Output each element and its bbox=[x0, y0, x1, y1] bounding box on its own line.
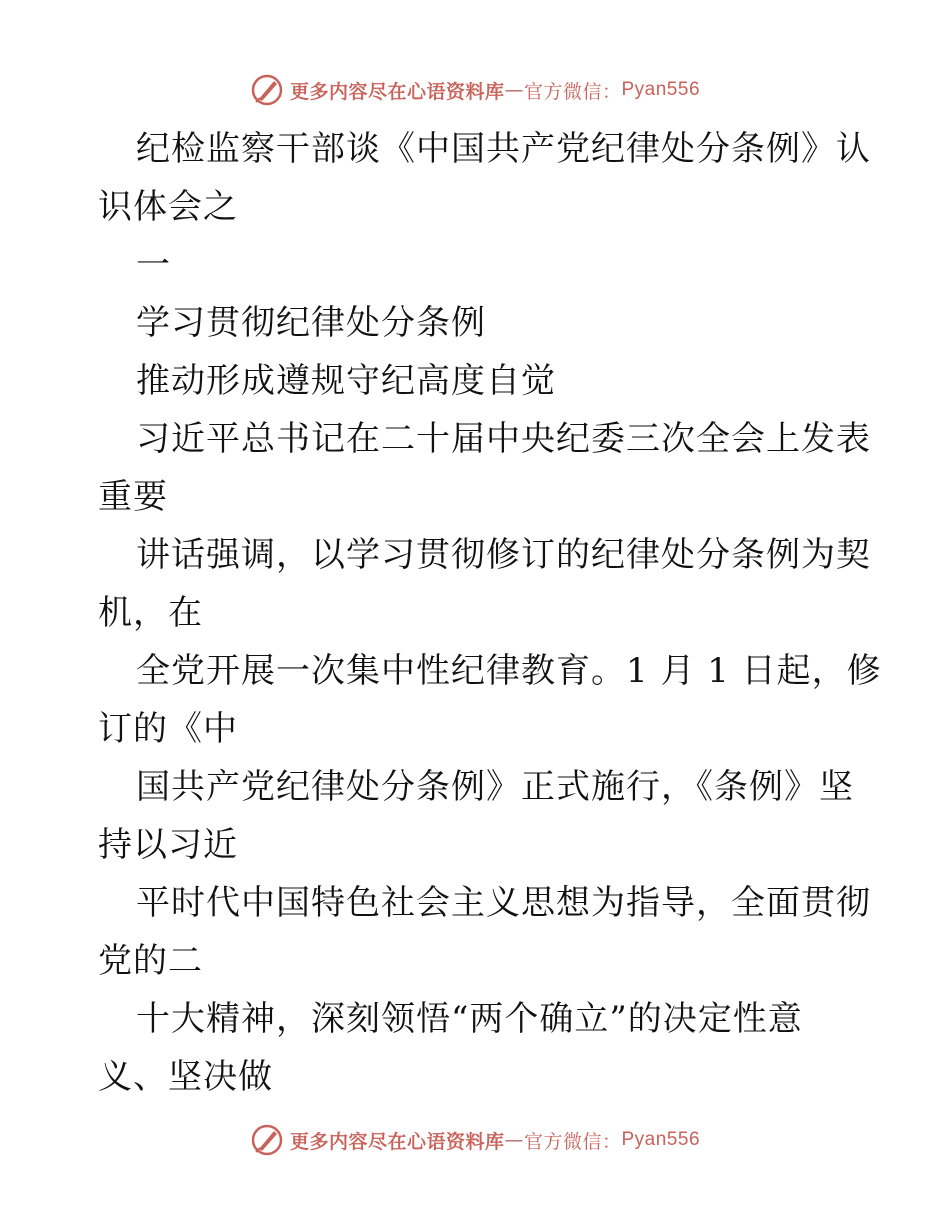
watermark-contact-label: 官方微信： bbox=[523, 80, 622, 103]
text-line: 学习贯彻纪律处分条例 bbox=[136, 303, 486, 343]
watermark-contact-label: 官方微信： bbox=[523, 1130, 622, 1153]
text-line: 机，在 bbox=[98, 593, 203, 633]
watermark-wechat-id: Pyan556 bbox=[621, 1129, 701, 1150]
header-watermark bbox=[0, 70, 950, 110]
watermark-title: 更多内容尽在心语资料库 bbox=[289, 1130, 505, 1153]
text-line: 国共产党纪律处分条例》正式施行，《条例》坚 bbox=[136, 767, 854, 807]
text-line: 义、坚决做 bbox=[98, 1057, 273, 1097]
text-line: 平时代中国特色社会主义思想为指导，全面贯彻 bbox=[136, 883, 871, 923]
quill-pen-logo-icon bbox=[250, 1123, 284, 1157]
text-line: 重要 bbox=[98, 477, 168, 517]
text-line: 党的二 bbox=[98, 941, 203, 981]
text-line: 推动形成遵规守纪高度自觉 bbox=[136, 361, 556, 401]
text-line: 十大精神，深刻领悟“两个确立”的决定性意 bbox=[136, 999, 803, 1039]
text-line: 全党开展一次集中性纪律教育。1 月 1 日起，修 bbox=[136, 651, 882, 691]
text-line: 持以习近 bbox=[98, 825, 238, 865]
watermark-separator: — bbox=[504, 1129, 524, 1151]
quill-pen-logo-icon bbox=[250, 73, 284, 107]
text-line: 讲话强调，以学习贯彻修订的纪律处分条例为契 bbox=[136, 535, 871, 575]
text-line: 识体会之 bbox=[98, 187, 238, 227]
text-line: 纪检监察干部谈《中国共产党纪律处分条例》认 bbox=[136, 129, 871, 169]
footer-watermark bbox=[0, 1120, 950, 1160]
document-body bbox=[98, 120, 882, 1106]
watermark-wechat-id: Pyan556 bbox=[621, 79, 701, 100]
text-line: 订的《中 bbox=[98, 709, 238, 749]
text-line: 习近平总书记在二十届中央纪委三次全会上发表 bbox=[136, 419, 871, 459]
text-line: 一 bbox=[136, 245, 171, 285]
watermark-title: 更多内容尽在心语资料库 bbox=[289, 80, 505, 103]
watermark-separator: — bbox=[504, 79, 524, 101]
